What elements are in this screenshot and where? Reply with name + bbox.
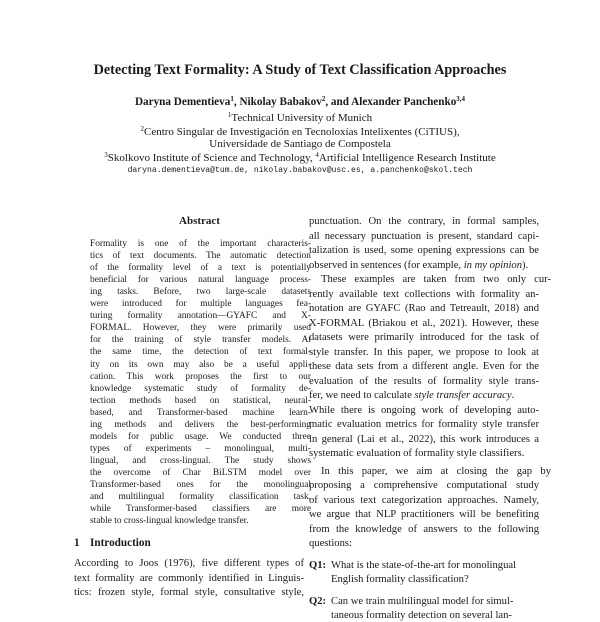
text-line: fer, we need to calculate style transfer accuracy.: [309, 390, 515, 401]
text-line: evaluation of the results of formality style trans-: [309, 375, 539, 387]
text-line: proposing a comprehensive computational study: [309, 480, 539, 491]
text-line: notation are GYAFC (Rao and Tetreault, 2018) and: [309, 303, 539, 314]
text-line: based, and Transformer-based machine learn-: [90, 407, 311, 418]
text-line: While there is ongoing work of developing auto-: [309, 404, 539, 416]
abstract-heading: Abstract: [179, 215, 220, 227]
text-line: tection methods based on statistical, neural-: [90, 395, 311, 406]
text-line: style transfer. In this paper, we propose to look at: [309, 346, 539, 358]
text-line: datasets were primarily introduced for the task of: [309, 332, 539, 343]
text-line: systematic evaluation of formality style classifiers.: [309, 448, 525, 459]
text-line: What is the state-of-the-art for monolingual: [331, 559, 517, 571]
text-line: Formality is one of the important characteris-: [90, 239, 311, 249]
text-line: all necessary punctuation is present, standard capi-: [309, 230, 539, 242]
text-line: turing formality annotation—GYAFC and X-: [90, 311, 311, 322]
text-line: ing tasks. Before, two large-scale datasets: [90, 287, 311, 298]
text-line: from the knowledge of answers to the following: [309, 523, 539, 535]
text-line: beneficial for various natural language process-: [90, 275, 311, 286]
section-heading-introduction: 1 Introduction: [74, 537, 151, 549]
text-line: ity on its own may also be a useful appli-: [90, 359, 311, 370]
affiliation-line: $^1$Technical University of Munich: [227, 111, 373, 124]
author-list: Daryna Dementieva$^1$, Nikolay Babakov$^2$, and Alexander Panchenko$^{3,4}$: [134, 95, 466, 108]
text-line: in general (Lai et al., 2022), this work introduces a: [309, 433, 539, 445]
text-line: FORMAL. However, they were primarily used: [90, 323, 311, 334]
question-label: Q1:: [309, 559, 327, 571]
text-line: cation. This work proposes the first to our: [90, 371, 311, 382]
paper-title: Detecting Text Formality: A Study of Text Classification Approaches: [93, 62, 507, 78]
text-line: and multilingual formality classification task,: [90, 492, 311, 503]
text-line: talization is used, some opening expressions can be: [309, 245, 539, 256]
author-name: Alexander Panchenko: [351, 96, 457, 108]
text-line: questions:: [309, 538, 352, 549]
text-line: punctuation. On the contrary, in formal samples,: [309, 216, 539, 227]
text-line: These examples are taken from two only cur-: [321, 274, 551, 285]
text-line: while Transformer-based classifiers are more: [90, 504, 311, 515]
text-line: Transformer-based ones for the monolingual: [90, 480, 311, 490]
text-line: lingual, and cross-lingual. The study shows: [90, 455, 311, 466]
text-line: of various text categorization approaches. Namely,: [309, 494, 539, 506]
text-line: text formality are commonly identified in Linguis-: [74, 572, 304, 584]
author-emails: daryna.dementieva@tum.de, nikolay.babakov@usc.es, a.panchenko@skol.tech: [127, 166, 473, 175]
text-line: knowledge systematic study of formality de-: [90, 383, 311, 394]
text-line: the same time, the detection of text formal-: [90, 347, 311, 358]
text-line: observed in sentences (for example, in my opinion).: [309, 259, 529, 271]
text-line: tics of text documents. The automatic detection: [90, 251, 311, 262]
text-line: In this paper, we aim at closing the gap by: [321, 465, 551, 477]
text-line: rently available text collections with formality an-: [309, 288, 539, 300]
text-line: According to Joos (1976), five different types of: [74, 558, 304, 569]
affiliation-line: $^3$Skolkovo Institute of Science and Technology, $^4$Artificial Intelligence Research Institute: [104, 151, 496, 164]
text-line: matic evaluation metrics for formality style transfer: [309, 419, 539, 430]
affiliation-line: Universidade de Santiago de Compostela: [209, 138, 391, 150]
text-line: for the training of style transfer models. At: [90, 335, 311, 346]
text-line: English formality classification?: [331, 574, 469, 585]
text-line: these data sets from a different angle. Even for the: [309, 361, 539, 372]
text-line: we argue that NLP practitioners will be benefiting: [309, 509, 539, 520]
text-line: stable to cross-lingual knowledge transfer.: [90, 516, 249, 527]
text-line: of the formality level of a text is potentially: [90, 263, 311, 274]
text-line: X-FORMAL (Briakou et al., 2021). However, these: [309, 317, 539, 329]
text-line: ing methods and delivers the best-performing: [90, 419, 311, 430]
text-line: types of experiments – monolingual, multi-: [90, 443, 311, 454]
text-line: models for public usage. We conducted three: [90, 431, 311, 442]
text-line: the overcome of Char BiLSTM model over: [90, 467, 311, 478]
author-name: Nikolay Babakov: [239, 96, 322, 108]
text-line: were introduced for multiple languages fea-: [90, 299, 311, 310]
affiliation-line: $^2$Centro Singular de Investigación en Tecnoloxías Intelixentes (CiTIUS),: [140, 125, 460, 138]
text-line: taneous formality detection on several lan-: [331, 610, 512, 621]
author-name: Daryna Dementieva: [134, 96, 231, 108]
text-line: tics: frozen style, formal style, consultative style,: [74, 587, 304, 598]
text-line: Can we train multilingual model for simul-: [331, 595, 514, 607]
question-label: Q2:: [309, 595, 327, 607]
